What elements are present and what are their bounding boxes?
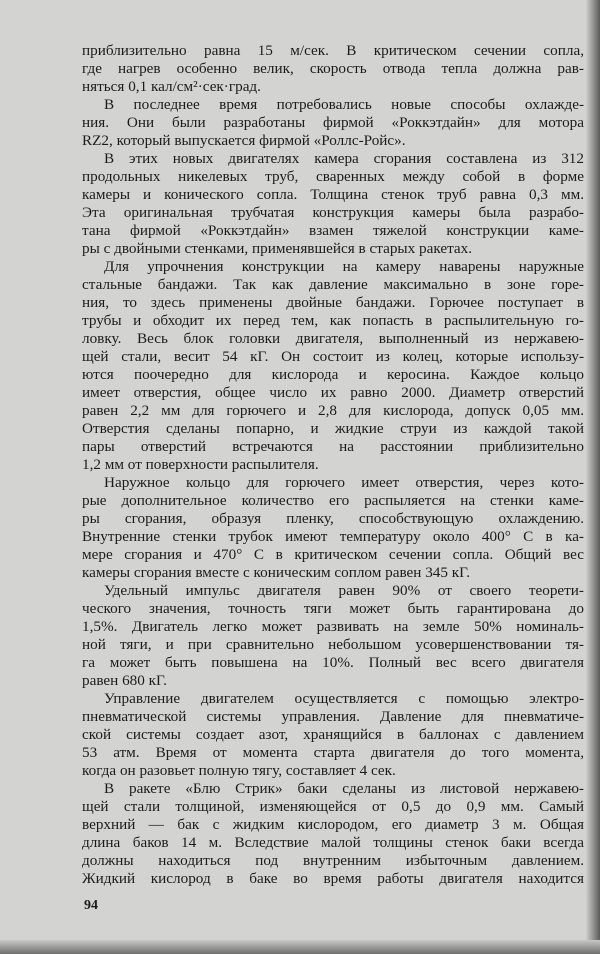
body-text — [82, 42, 584, 888]
text-line: ческого значения, точность тяги может быть гарантирована до — [82, 600, 584, 617]
text-line: продольных никелевых труб, сваренных между собой в форме — [82, 168, 584, 185]
text-line: Жидкий кислород в баке во время работы двигателя находится — [82, 870, 584, 887]
text-line: верхний — бак с жидким кислородом, его диаметр 3 м. Общая — [82, 816, 584, 833]
text-line: 1,5%. Двигатель легко может развивать на земле 50% номиналь- — [82, 618, 584, 635]
text-line: В ракете «Блю Стрик» баки сделаны из листовой нержавею- — [104, 780, 584, 797]
text-line: длина баков 14 м. Вследствие малой толщины стенок баки всегда — [82, 834, 584, 851]
text-line: мере сгорания и 470° С в критическом сечении сопла. Общий вес — [82, 546, 584, 563]
paragraph — [82, 42, 584, 96]
paragraph — [82, 582, 584, 690]
text-line: камеры и конического сопла. Толщина стенок труб равна 0,3 мм. — [82, 186, 584, 203]
text-line: Внутренние стенки трубок имеют температуру около 400° С в ка- — [82, 528, 584, 545]
text-line: В этих новых двигателях камера сгорания составлена из 312 — [104, 150, 584, 167]
text-line: рые дополнительное количество его распыляется на стенки каме- — [82, 492, 584, 509]
text-line: RZ2, который выпускается фирмой «Роллс-Ройс». — [82, 132, 406, 149]
text-line: ния, то здесь применены двойные бандажи. Горючее поступает в — [82, 294, 584, 311]
page-bottom-shadow — [0, 940, 600, 954]
text-line: В последнее время потребовались новые способы охлажде- — [104, 96, 584, 113]
text-line: Отверстия сделаны попарно, и жидкие струи из каждой такой — [82, 420, 584, 437]
text-line: щей стали толщиной, изменяющейся от 0,5 до 0,9 мм. Самый — [82, 798, 584, 815]
page-number: 94 — [84, 898, 98, 913]
text-line: тана фирмой «Роккэтдайн» взамен тяжелой конструкции каме- — [82, 222, 584, 239]
text-line: должны находиться под внутренним избыточным давлением. — [82, 852, 584, 869]
text-line: га может быть повышена на 10%. Полный вес всего двигателя — [82, 654, 584, 671]
text-line: Управление двигателем осуществляется с помощью электро- — [104, 690, 584, 707]
text-line: щей стали, весит 54 кГ. Он состоит из колец, которые использу- — [82, 348, 584, 365]
text-line: где нагрев особенно велик, скорость отвода тепла должна рав- — [82, 60, 584, 77]
text-line: 1,2 мм от поверхности распылителя. — [82, 456, 319, 473]
text-line: пневматической системы управления. Давление для пневматиче- — [82, 708, 584, 725]
paragraph — [82, 150, 584, 258]
text-line: трубы и обходит их перед тем, как попасть в распылительную го- — [82, 312, 584, 329]
paragraph — [82, 96, 584, 150]
text-line: Для упрочнения конструкции на камеру наварены наружные — [104, 258, 584, 275]
paragraph — [82, 258, 584, 474]
text-line: равен 2,2 мм для горючего и 2,8 для кислорода, допуск 0,05 мм. — [82, 402, 584, 419]
text-line: ются поочередно для кислорода и керосина. Каждое кольцо — [82, 366, 584, 383]
text-line: Удельный импульс двигателя равен 90% от своего теорети- — [104, 582, 584, 599]
text-line: Наружное кольцо для горючего имеет отверстия, через кото- — [104, 474, 584, 491]
text-line: ры сгорания, образуя пленку, способствующую охлаждению. — [82, 510, 584, 527]
text-line: пары отверстий встречаются на расстоянии приблизительно — [82, 438, 584, 455]
paragraph — [82, 474, 584, 582]
text-line: ловку. Весь блок головки двигателя, выполненный из нержавею- — [82, 330, 584, 347]
text-line: имеет отверстия, общее число их равно 2000. Диаметр отверстий — [82, 384, 584, 401]
text-line: приблизительно равна 15 м/сек. В критическом сечении сопла, — [82, 42, 584, 59]
text-line: камеры сгорания вместе с коническим соплом равен 345 кГ. — [82, 564, 471, 581]
text-line: когда он разовьет полную тягу, составляет 4 сек. — [82, 762, 396, 779]
text-line: ния. Они были разработаны фирмой «Роккэтдайн» для мотора — [82, 114, 584, 131]
text-line: стальные бандажи. Так как давление максимально в зоне горе- — [82, 276, 584, 293]
text-line: ры с двойными стенками, применявшейся в старых ракетах. — [82, 240, 473, 257]
text-line: ной тяги, и при сравнительно небольшом усовершенствовании тя- — [82, 636, 584, 653]
paragraph — [82, 780, 584, 888]
text-line: 53 атм. Время от момента старта двигателя до того момента, — [82, 744, 584, 761]
text-line: ской системы создает азот, хранящийся в баллонах с давлением — [82, 726, 584, 743]
text-line: няться 0,1 кал/см²·сек·град. — [82, 78, 261, 95]
paragraph — [82, 690, 584, 780]
text-line: равен 680 кГ. — [82, 672, 167, 689]
page-edge-shadow — [586, 0, 600, 954]
text-line: Эта оригинальная трубчатая конструкция камеры была разрабо- — [82, 204, 584, 221]
